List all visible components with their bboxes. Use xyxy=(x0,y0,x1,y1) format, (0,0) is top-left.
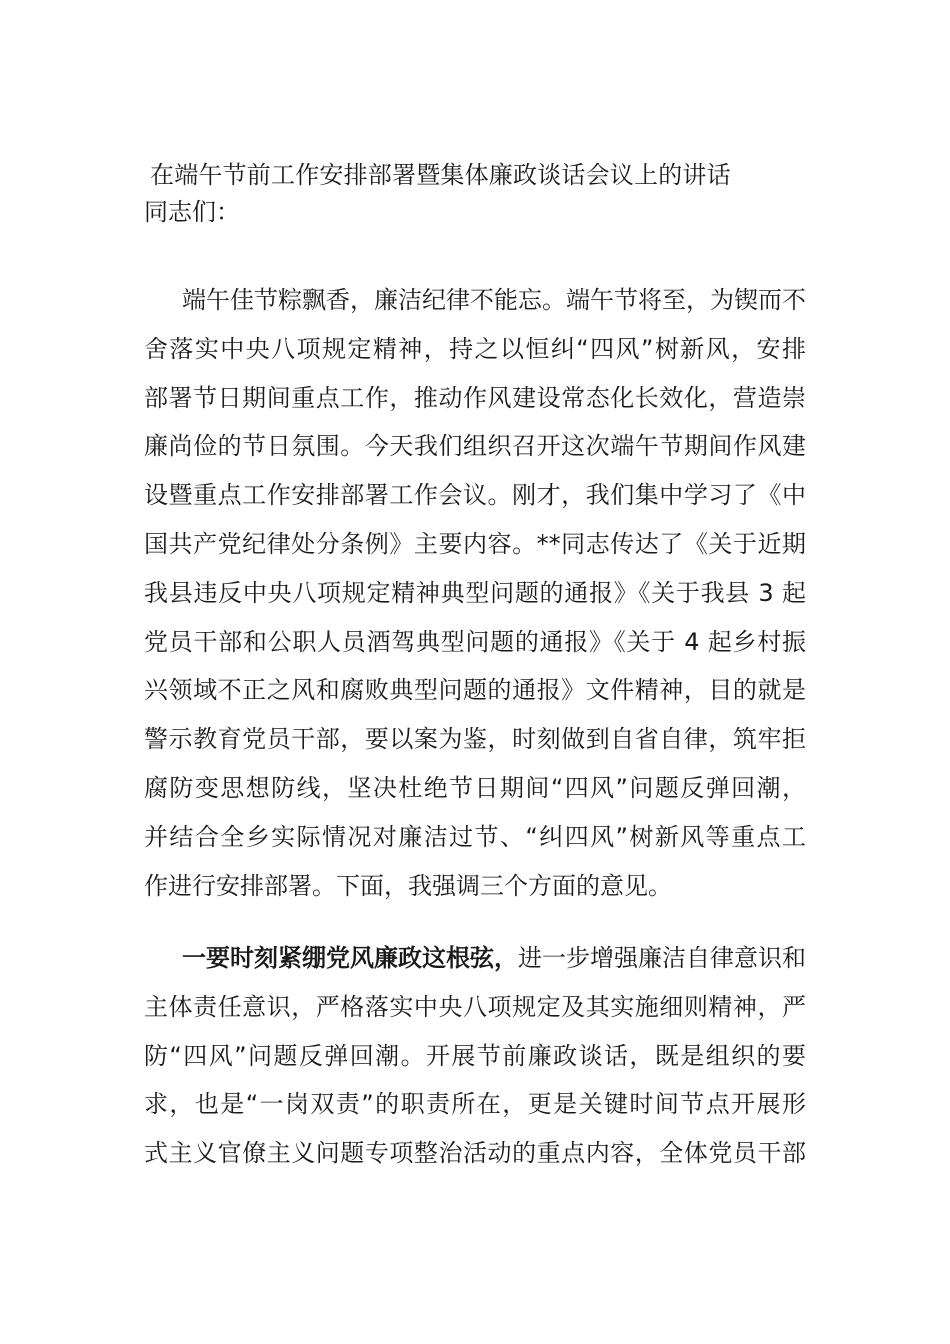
paragraph-line: 舍落实中央八项规定精神，持之以恒纠“四风”树新风，安排 xyxy=(144,334,806,363)
paragraph-line: 国共产党纪律处分条例》主要内容。**同志传达了《关于近期 xyxy=(144,529,806,558)
document-title: 在端午节前工作安排部署暨集体廉政谈话会议上的讲话 xyxy=(150,161,731,189)
paragraph-line: 我县违反中央八项规定精神典型问题的通报》《关于我县 3 起 xyxy=(144,578,806,607)
point-one-heading: 一要时刻紧绷党风廉政这根弦， xyxy=(182,944,518,972)
paragraph-line: 主体责任意识，严格落实中央八项规定及其实施细则精神，严 xyxy=(144,992,806,1021)
paragraph-line: 部署节日期间重点工作，推动作风建设常态化长效化，营造崇 xyxy=(144,383,806,412)
paragraph-line: 求，也是“一岗双责”的职责所在，更是关键时间节点开展形 xyxy=(144,1090,806,1119)
paragraph-line: 设暨重点工作安排部署工作会议。刚才，我们集中学习了《中 xyxy=(144,481,806,510)
paragraph-line: 式主义官僚主义问题专项整治活动的重点内容，全体党员干部 xyxy=(144,1139,806,1168)
paragraph-line: 腐防变思想防线，坚决杜绝节日期间“四风”问题反弹回潮， xyxy=(144,773,806,802)
paragraph-line xyxy=(144,934,806,983)
paragraph-line: 并结合全乡实际情况对廉洁过节、“纠四风”树新风等重点工 xyxy=(144,822,806,851)
salutation: 同志们： xyxy=(144,198,240,226)
paragraph-line: 兴领域不正之风和腐败典型问题的通报》文件精神，目的就是 xyxy=(144,676,806,705)
paragraph-line: 警示教育党员干部，要以案为鉴，时刻做到自省自律，筑牢拒 xyxy=(144,725,806,754)
paragraph-line: 党员干部和公职人员酒驾典型问题的通报》《关于 4 起乡村振 xyxy=(144,627,806,656)
paragraph-opening xyxy=(144,276,806,910)
paragraph-point-one xyxy=(144,934,806,1178)
paragraph-line: 端午佳节粽飘香，廉洁纪律不能忘。端午节将至，为锲而不 xyxy=(182,286,806,314)
paragraph-line: 廉尚俭的节日氛围。今天我们组织召开这次端午节期间作风建 xyxy=(144,432,806,461)
paragraph-line: 作进行安排部署。下面，我强调三个方面的意见。 xyxy=(144,871,672,900)
point-one-first-line-text: 进一步增强廉洁自律意识和 xyxy=(518,944,806,972)
paragraph-line: 防“四风”问题反弹回潮。开展节前廉政谈话，既是组织的要 xyxy=(144,1041,806,1070)
